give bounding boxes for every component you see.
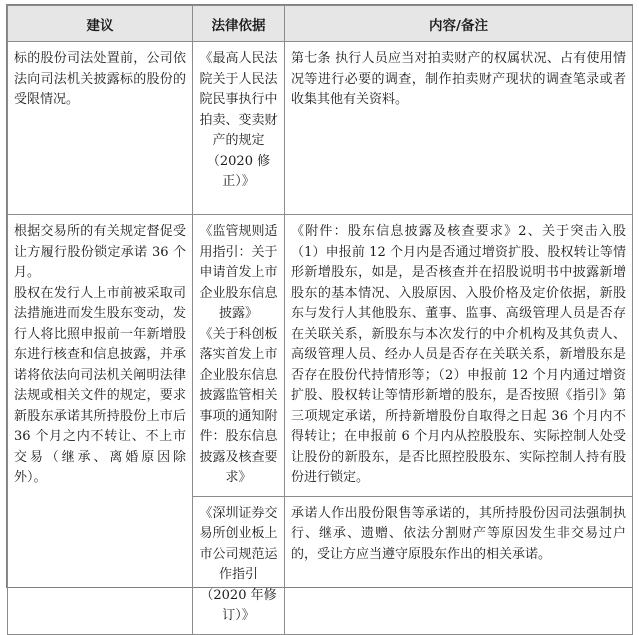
cell-legal-basis: 《最高人民法院关于人民法院民事执行中拍卖、变卖财产的规定（2020 修正）》: [193, 42, 285, 215]
cell-legal-basis: 《深圳证券交易所创业板上市公司规范运作指引（2020 年修订）》: [193, 496, 285, 634]
header-suggestion: 建议: [8, 6, 193, 42]
suggestion-paragraph: 股权在发行人上市前被采取司法措施进而发生股东变动，发行人将比照申报前一年新增股东进行核查和信息披露，并承诺将依法向司法机关阐明法律法规或相关文件的规定，要求新股东承诺其所持股份上市后 36 个月之内不转让、不上市交易（继承、离婚原因除外）。: [14, 285, 186, 485]
table-header-row: [8, 6, 633, 42]
suggestion-paragraph: 根据交易所的有关规定督促受让方履行股份锁定承诺 36 个月。: [14, 224, 186, 280]
header-legal-basis: 法律依据: [193, 6, 285, 42]
legal-basis-item: 《关于科创板落实首发上市企业股东信息披露监管相关事项的通知附件：股东信息披露及核查要求》: [199, 326, 278, 485]
cell-content: 《附件：股东信息披露及核查要求》2、关于突击入股（1）申报前 12 个月内是否通过增资扩股、股权转让等情形新增股东，如是，是否核查并在招股说明书中披露新增股东的基本情况、入股原因、入股价格及定价依据，新股东与发行人其他股东、董事、监事、高级管理人员是否存在关联关系，新股东与本次发行的中介机构及其负责人、高级管理人员、经办人员是否存在关联关系，新增股东是否存在股份代持情形等；（2）申报前 12 个月内通过增资扩股、股权转让等情形新增的股东，是否按照《指引》第三项规定承诺，所持新增股份自取得之日起 36 个月内不得转让；在申报前 6 个月内从控股股东、实际控制人处受让股份的新股东，是否比照控股股东、实际控制人持有股份进行锁定。: [285, 215, 633, 497]
legal-basis-item: 《监管规则适用指引：关于申请首发上市企业股东信息披露》: [199, 224, 278, 321]
cell-suggestion: [8, 215, 193, 635]
legal-table: [7, 5, 633, 635]
header-content: 内容/备注: [285, 6, 633, 42]
table-row: [8, 42, 633, 215]
table-row: [8, 215, 633, 497]
cell-legal-basis: [193, 215, 285, 497]
cell-content: 第七条 执行人员应当对拍卖财产的权属状况、占有使用情况等进行必要的调查，制作拍卖财产现状的调查笔录或者收集其他有关资料。: [285, 42, 633, 215]
cell-content: 承诺人作出股份限售等承诺的，其所持股份因司法强制执行、继承、遗赠、依法分割财产等原因发生非交易过户的，受让方应当遵守原股东作出的相关承诺。: [285, 496, 633, 634]
cell-suggestion: 标的股份司法处置前，公司依法向司法机关披露标的股份的受限情况。: [8, 42, 193, 215]
legal-table-document: [6, 4, 633, 623]
